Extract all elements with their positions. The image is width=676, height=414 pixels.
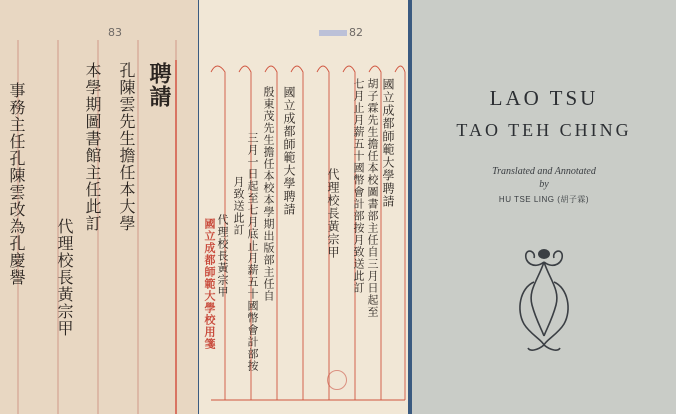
ornament-icon: [412, 0, 676, 414]
book-cover: [412, 0, 676, 414]
letter-heading: 聘請: [146, 62, 172, 108]
letter-col-6: 殷東茂先生擔任本校本學期出版部主任自: [262, 86, 275, 302]
letter-col-5: 國立成都師範大學聘請: [282, 86, 296, 216]
book-title-line-1: LAO TSU: [489, 86, 599, 110]
letter-col-8: 月致送此訂: [232, 176, 245, 236]
letter-col-2: 胡子霖先生擔任本校圖書部主任自三月日起至: [366, 78, 379, 318]
page-number: 82: [349, 26, 363, 39]
letter-col-1: 孔陳雲先生擔任本大學: [117, 62, 136, 232]
letter-col-4: 事務主任孔陳雲改為孔慶譽: [7, 82, 26, 286]
letter-signature-2: 代理校長黃宗甲: [216, 214, 229, 298]
letter-panel-2: [199, 0, 408, 414]
letter-col-7: 三月一日起至七月底止月薪五十國幣會計部按: [246, 132, 259, 372]
letter-col-1: 國立成都師範大學聘請: [381, 78, 395, 208]
translator-name: HU TSE LING (胡子霖): [498, 195, 590, 204]
letter-col-3: 七月止月薪五十國幣會計部按月致送此訂: [352, 78, 365, 294]
seal-mark: [327, 370, 347, 390]
letter-panel-1: [0, 0, 198, 414]
page-number: 83: [108, 26, 122, 39]
book-subtitle-by: by: [539, 179, 549, 190]
letterhead-stamp: 國立成都師範大學校用箋: [203, 218, 216, 350]
letter-signature: 代理校長黃宗甲: [326, 168, 340, 259]
letter-signature: 代理校長黃宗甲: [55, 218, 74, 337]
book-subtitle: Translated and Annotated: [492, 166, 596, 177]
book-title-line-2: TAO TEH CHING: [456, 120, 632, 140]
letter-col-2: 本學期圖書館主任此訂: [83, 62, 102, 232]
